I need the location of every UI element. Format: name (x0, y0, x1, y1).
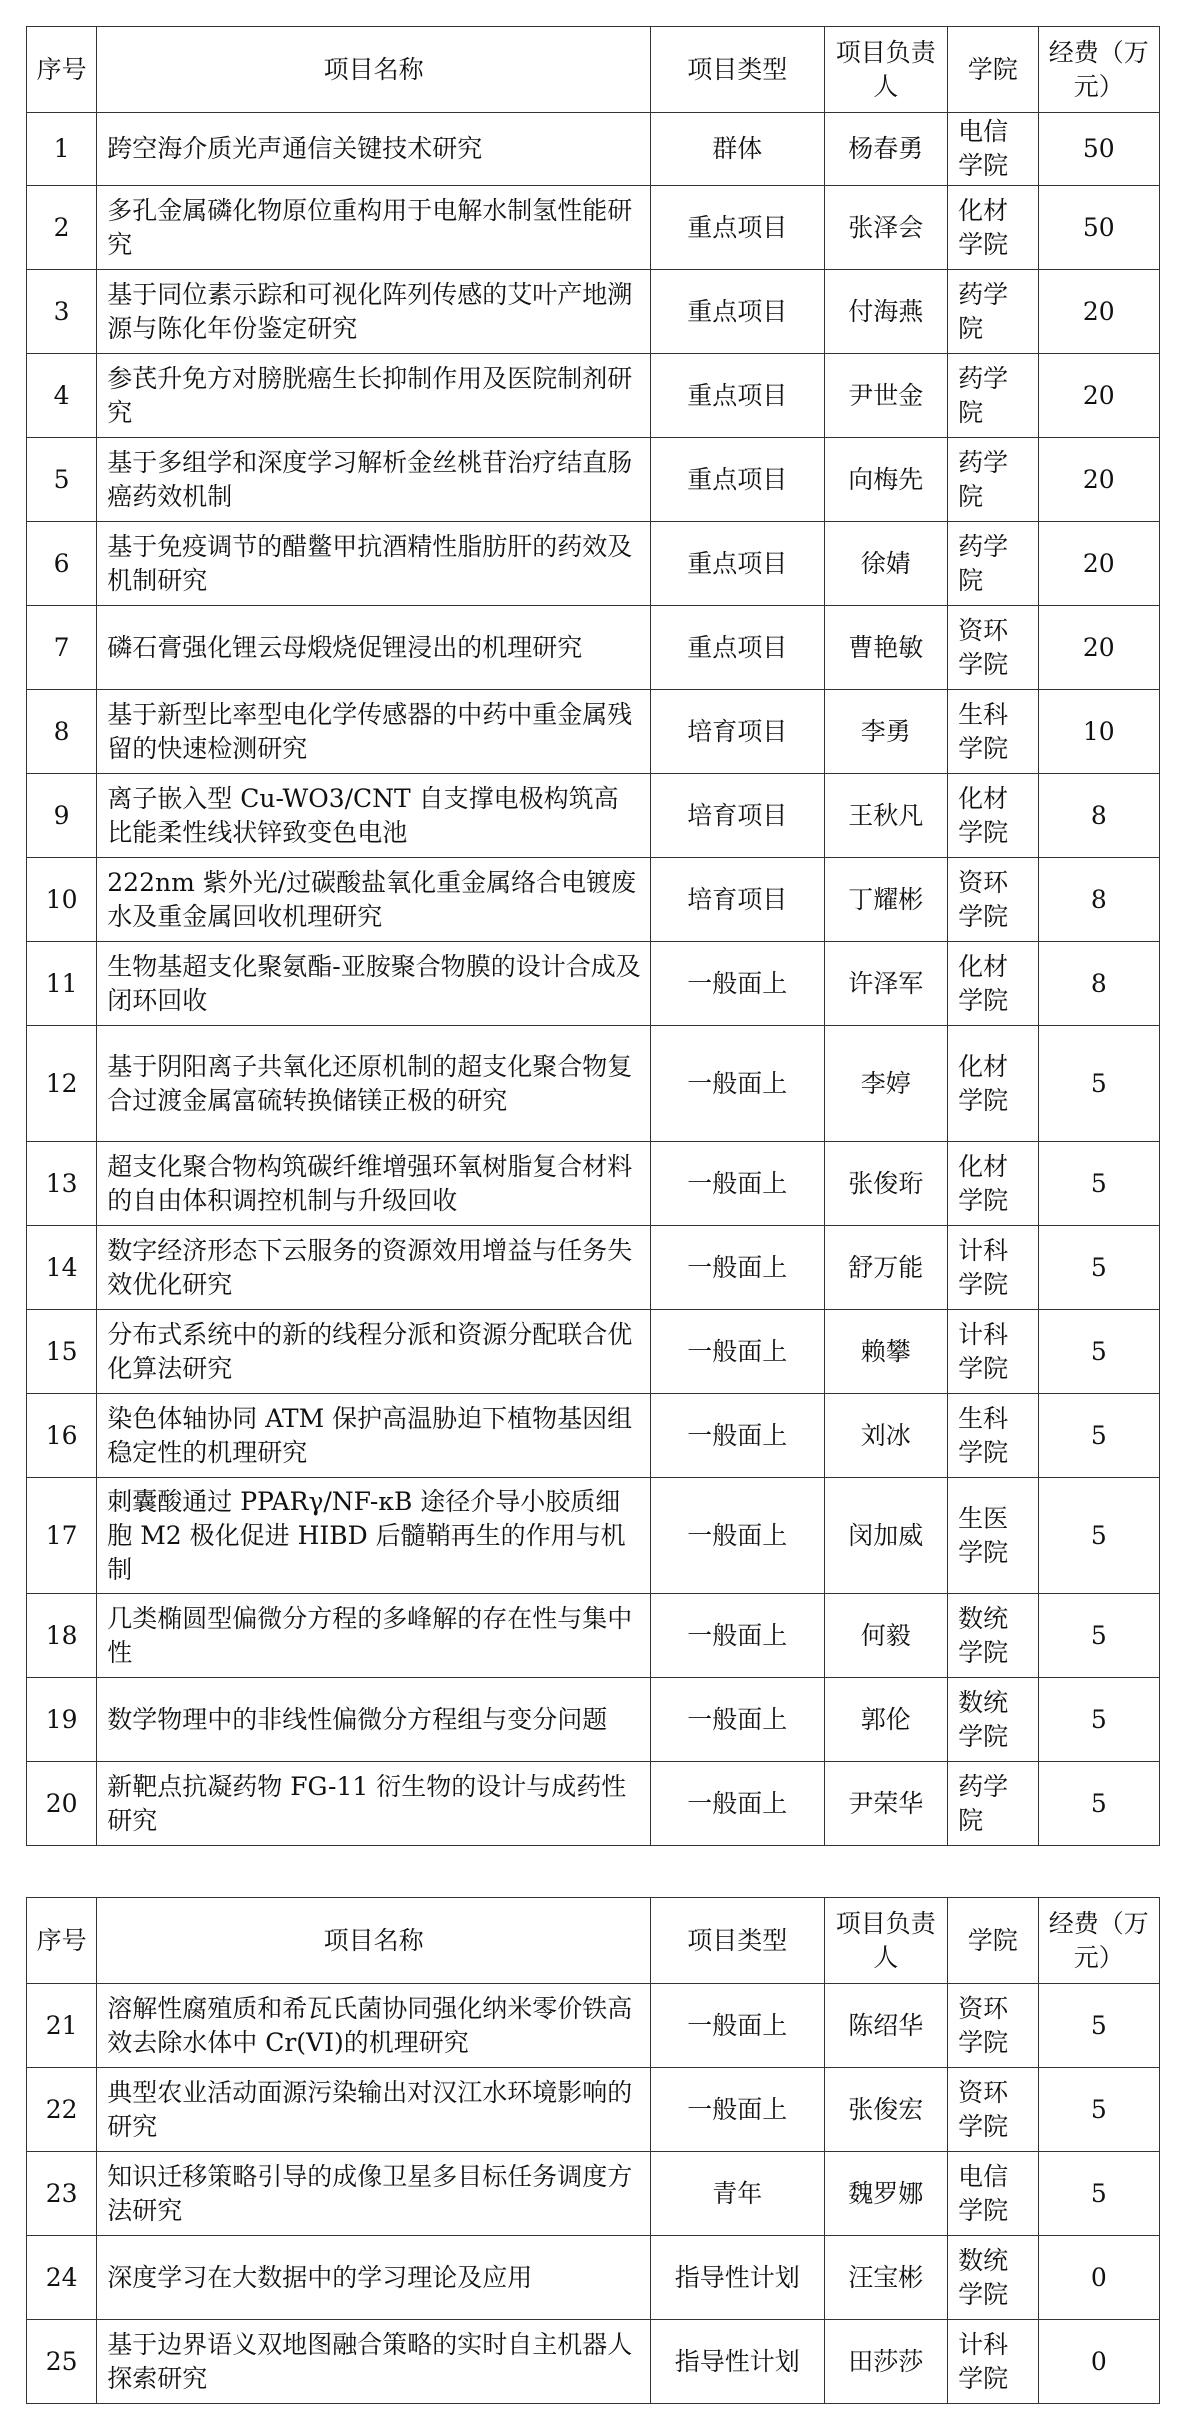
row-funding: 5 (1038, 1226, 1159, 1310)
row-leader: 田莎莎 (824, 2320, 948, 2404)
row-funding: 5 (1038, 2152, 1159, 2236)
row-project-name: 染色体轴协同 ATM 保护高温胁迫下植物基因组稳定性的机理研究 (97, 1394, 651, 1478)
table-row (27, 1026, 1160, 1142)
row-college: 数统学院 (948, 2236, 1039, 2320)
header-leader: 项目负责人 (824, 1898, 948, 1984)
row-leader: 张俊珩 (824, 1142, 948, 1226)
row-college: 计科学院 (948, 2320, 1039, 2404)
row-index: 6 (27, 522, 97, 606)
row-index: 18 (27, 1594, 97, 1678)
row-project-type: 群体 (650, 113, 824, 186)
table-row (27, 522, 1160, 606)
row-project-type: 一般面上 (650, 1762, 824, 1846)
row-index: 23 (27, 2152, 97, 2236)
row-index: 10 (27, 858, 97, 942)
table-row (27, 690, 1160, 774)
table-row (27, 2068, 1160, 2152)
table-row (27, 1142, 1160, 1226)
row-funding: 5 (1038, 1310, 1159, 1394)
table-row (27, 1394, 1160, 1478)
row-project-name: 基于边界语义双地图融合策略的实时自主机器人探索研究 (97, 2320, 651, 2404)
row-funding: 5 (1038, 1026, 1159, 1142)
row-college: 药学院 (948, 270, 1039, 354)
row-funding: 50 (1038, 186, 1159, 270)
row-project-name: 参芪升免方对膀胱癌生长抑制作用及医院制剂研究 (97, 354, 651, 438)
row-leader: 魏罗娜 (824, 2152, 948, 2236)
row-project-name: 跨空海介质光声通信关键技术研究 (97, 113, 651, 186)
row-project-type: 一般面上 (650, 1594, 824, 1678)
row-leader: 赖攀 (824, 1310, 948, 1394)
row-index: 16 (27, 1394, 97, 1478)
row-funding: 5 (1038, 1142, 1159, 1226)
row-leader: 杨春勇 (824, 113, 948, 186)
project-table-part-1 (26, 26, 1160, 1846)
row-project-name: 离子嵌入型 Cu-WO3/CNT 自支撑电极构筑高比能柔性线状锌致变色电池 (97, 774, 651, 858)
header-funding: 经费（万元） (1038, 1898, 1159, 1984)
row-college: 生科学院 (948, 690, 1039, 774)
row-college: 数统学院 (948, 1594, 1039, 1678)
row-index: 25 (27, 2320, 97, 2404)
row-funding: 5 (1038, 2068, 1159, 2152)
row-leader: 张俊宏 (824, 2068, 948, 2152)
table-row (27, 1478, 1160, 1594)
row-project-type: 一般面上 (650, 1026, 824, 1142)
row-college: 资环学院 (948, 858, 1039, 942)
row-project-name: 知识迁移策略引导的成像卫星多目标任务调度方法研究 (97, 2152, 651, 2236)
row-funding: 5 (1038, 1984, 1159, 2068)
row-college: 资环学院 (948, 606, 1039, 690)
row-project-name: 生物基超支化聚氨酯-亚胺聚合物膜的设计合成及闭环回收 (97, 942, 651, 1026)
row-project-name: 基于同位素示踪和可视化阵列传感的艾叶产地溯源与陈化年份鉴定研究 (97, 270, 651, 354)
row-leader: 李勇 (824, 690, 948, 774)
row-college: 化材学院 (948, 1026, 1039, 1142)
row-college: 药学院 (948, 438, 1039, 522)
row-index: 15 (27, 1310, 97, 1394)
row-project-name: 深度学习在大数据中的学习理论及应用 (97, 2236, 651, 2320)
table-row (27, 354, 1160, 438)
row-funding: 50 (1038, 113, 1159, 186)
row-college: 生科学院 (948, 1394, 1039, 1478)
row-project-type: 一般面上 (650, 2068, 824, 2152)
row-leader: 向梅先 (824, 438, 948, 522)
row-college: 化材学院 (948, 186, 1039, 270)
header-index: 序号 (27, 27, 97, 113)
row-index: 3 (27, 270, 97, 354)
row-funding: 0 (1038, 2236, 1159, 2320)
row-project-name: 多孔金属磷化物原位重构用于电解水制氢性能研究 (97, 186, 651, 270)
table-row (27, 1762, 1160, 1846)
row-funding: 5 (1038, 1678, 1159, 1762)
table-row (27, 942, 1160, 1026)
row-college: 资环学院 (948, 1984, 1039, 2068)
header-leader: 项目负责人 (824, 27, 948, 113)
row-index: 21 (27, 1984, 97, 2068)
row-funding: 20 (1038, 438, 1159, 522)
row-project-type: 指导性计划 (650, 2236, 824, 2320)
row-college: 化材学院 (948, 774, 1039, 858)
row-project-type: 重点项目 (650, 354, 824, 438)
header-college: 学院 (948, 27, 1039, 113)
row-leader: 汪宝彬 (824, 2236, 948, 2320)
row-index: 24 (27, 2236, 97, 2320)
row-leader: 许泽军 (824, 942, 948, 1026)
header-type: 项目类型 (650, 27, 824, 113)
row-leader: 何毅 (824, 1594, 948, 1678)
row-index: 9 (27, 774, 97, 858)
header-index: 序号 (27, 1898, 97, 1984)
row-college: 计科学院 (948, 1310, 1039, 1394)
table-row (27, 1984, 1160, 2068)
row-project-type: 一般面上 (650, 1984, 824, 2068)
row-index: 20 (27, 1762, 97, 1846)
table-header-row (27, 27, 1160, 113)
row-college: 化材学院 (948, 1142, 1039, 1226)
row-index: 11 (27, 942, 97, 1026)
table-row (27, 1226, 1160, 1310)
row-leader: 丁耀彬 (824, 858, 948, 942)
table-row (27, 1678, 1160, 1762)
table-row (27, 858, 1160, 942)
table-row (27, 2152, 1160, 2236)
row-project-type: 培育项目 (650, 690, 824, 774)
row-index: 19 (27, 1678, 97, 1762)
row-index: 7 (27, 606, 97, 690)
row-college: 计科学院 (948, 1226, 1039, 1310)
row-project-name: 溶解性腐殖质和希瓦氏菌协同强化纳米零价铁高效去除水体中 Cr(VI)的机理研究 (97, 1984, 651, 2068)
row-project-name: 基于多组学和深度学习解析金丝桃苷治疗结直肠癌药效机制 (97, 438, 651, 522)
row-leader: 舒万能 (824, 1226, 948, 1310)
row-project-name: 基于新型比率型电化学传感器的中药中重金属残留的快速检测研究 (97, 690, 651, 774)
row-project-name: 几类椭圆型偏微分方程的多峰解的存在性与集中性 (97, 1594, 651, 1678)
row-project-type: 一般面上 (650, 942, 824, 1026)
row-leader: 尹世金 (824, 354, 948, 438)
row-leader: 李婷 (824, 1026, 948, 1142)
row-project-name: 磷石膏强化锂云母煅烧促锂浸出的机理研究 (97, 606, 651, 690)
row-project-type: 培育项目 (650, 774, 824, 858)
row-college: 资环学院 (948, 2068, 1039, 2152)
row-project-type: 一般面上 (650, 1394, 824, 1478)
row-project-type: 重点项目 (650, 270, 824, 354)
header-name: 项目名称 (97, 27, 651, 113)
row-index: 12 (27, 1026, 97, 1142)
row-index: 17 (27, 1478, 97, 1594)
row-funding: 8 (1038, 774, 1159, 858)
row-college: 药学院 (948, 1762, 1039, 1846)
table-row (27, 2236, 1160, 2320)
row-project-name: 刺囊酸通过 PPARγ/NF-κB 途径介导小胶质细胞 M2 极化促进 HIBD 后髓鞘再生的作用与机制 (97, 1478, 651, 1594)
row-funding: 5 (1038, 1594, 1159, 1678)
row-project-type: 重点项目 (650, 438, 824, 522)
row-project-name: 典型农业活动面源污染输出对汉江水环境影响的研究 (97, 2068, 651, 2152)
row-funding: 10 (1038, 690, 1159, 774)
row-index: 2 (27, 186, 97, 270)
row-college: 化材学院 (948, 942, 1039, 1026)
table-row (27, 2320, 1160, 2404)
row-funding: 5 (1038, 1478, 1159, 1594)
row-leader: 闵加威 (824, 1478, 948, 1594)
row-index: 1 (27, 113, 97, 186)
row-leader: 王秋凡 (824, 774, 948, 858)
row-project-type: 重点项目 (650, 606, 824, 690)
row-funding: 20 (1038, 606, 1159, 690)
row-project-name: 新靶点抗凝药物 FG-11 衍生物的设计与成药性研究 (97, 1762, 651, 1846)
row-leader: 付海燕 (824, 270, 948, 354)
row-project-name: 数字经济形态下云服务的资源效用增益与任务失效优化研究 (97, 1226, 651, 1310)
row-project-name: 超支化聚合物构筑碳纤维增强环氧树脂复合材料的自由体积调控机制与升级回收 (97, 1142, 651, 1226)
table-row (27, 1594, 1160, 1678)
row-leader: 尹荣华 (824, 1762, 948, 1846)
row-index: 8 (27, 690, 97, 774)
row-project-type: 一般面上 (650, 1478, 824, 1594)
row-index: 13 (27, 1142, 97, 1226)
row-leader: 徐婧 (824, 522, 948, 606)
row-project-name: 基于阴阳离子共氧化还原机制的超支化聚合物复合过渡金属富硫转换储镁正极的研究 (97, 1026, 651, 1142)
row-project-type: 一般面上 (650, 1310, 824, 1394)
row-project-type: 重点项目 (650, 522, 824, 606)
row-funding: 20 (1038, 354, 1159, 438)
header-funding: 经费（万元） (1038, 27, 1159, 113)
row-college: 药学院 (948, 522, 1039, 606)
row-leader: 郭伦 (824, 1678, 948, 1762)
row-leader: 张泽会 (824, 186, 948, 270)
project-table-part-2 (26, 1897, 1160, 2404)
row-funding: 8 (1038, 942, 1159, 1026)
row-index: 22 (27, 2068, 97, 2152)
row-project-type: 培育项目 (650, 858, 824, 942)
header-name: 项目名称 (97, 1898, 651, 1984)
row-project-type: 重点项目 (650, 186, 824, 270)
row-college: 电信学院 (948, 113, 1039, 186)
row-college: 数统学院 (948, 1678, 1039, 1762)
table-row (27, 438, 1160, 522)
table-row (27, 606, 1160, 690)
row-funding: 20 (1038, 270, 1159, 354)
table-row (27, 186, 1160, 270)
row-index: 4 (27, 354, 97, 438)
row-college: 电信学院 (948, 2152, 1039, 2236)
row-project-type: 一般面上 (650, 1678, 824, 1762)
row-funding: 8 (1038, 858, 1159, 942)
row-funding: 5 (1038, 1394, 1159, 1478)
row-project-name: 数学物理中的非线性偏微分方程组与变分问题 (97, 1678, 651, 1762)
table-header-row (27, 1898, 1160, 1984)
row-leader: 曹艳敏 (824, 606, 948, 690)
row-funding: 20 (1038, 522, 1159, 606)
table-row (27, 113, 1160, 186)
row-index: 5 (27, 438, 97, 522)
row-leader: 陈绍华 (824, 1984, 948, 2068)
row-project-type: 一般面上 (650, 1226, 824, 1310)
header-type: 项目类型 (650, 1898, 824, 1984)
row-project-type: 青年 (650, 2152, 824, 2236)
row-project-type: 指导性计划 (650, 2320, 824, 2404)
row-funding: 5 (1038, 1762, 1159, 1846)
row-index: 14 (27, 1226, 97, 1310)
row-funding: 0 (1038, 2320, 1159, 2404)
row-project-type: 一般面上 (650, 1142, 824, 1226)
table-row (27, 1310, 1160, 1394)
row-college: 药学院 (948, 354, 1039, 438)
table-row (27, 270, 1160, 354)
header-college: 学院 (948, 1898, 1039, 1984)
row-project-name: 222nm 紫外光/过碳酸盐氧化重金属络合电镀废水及重金属回收机理研究 (97, 858, 651, 942)
row-project-name: 基于免疫调节的醋鳖甲抗酒精性脂肪肝的药效及机制研究 (97, 522, 651, 606)
table-row (27, 774, 1160, 858)
row-project-name: 分布式系统中的新的线程分派和资源分配联合优化算法研究 (97, 1310, 651, 1394)
row-college: 生医学院 (948, 1478, 1039, 1594)
row-leader: 刘冰 (824, 1394, 948, 1478)
